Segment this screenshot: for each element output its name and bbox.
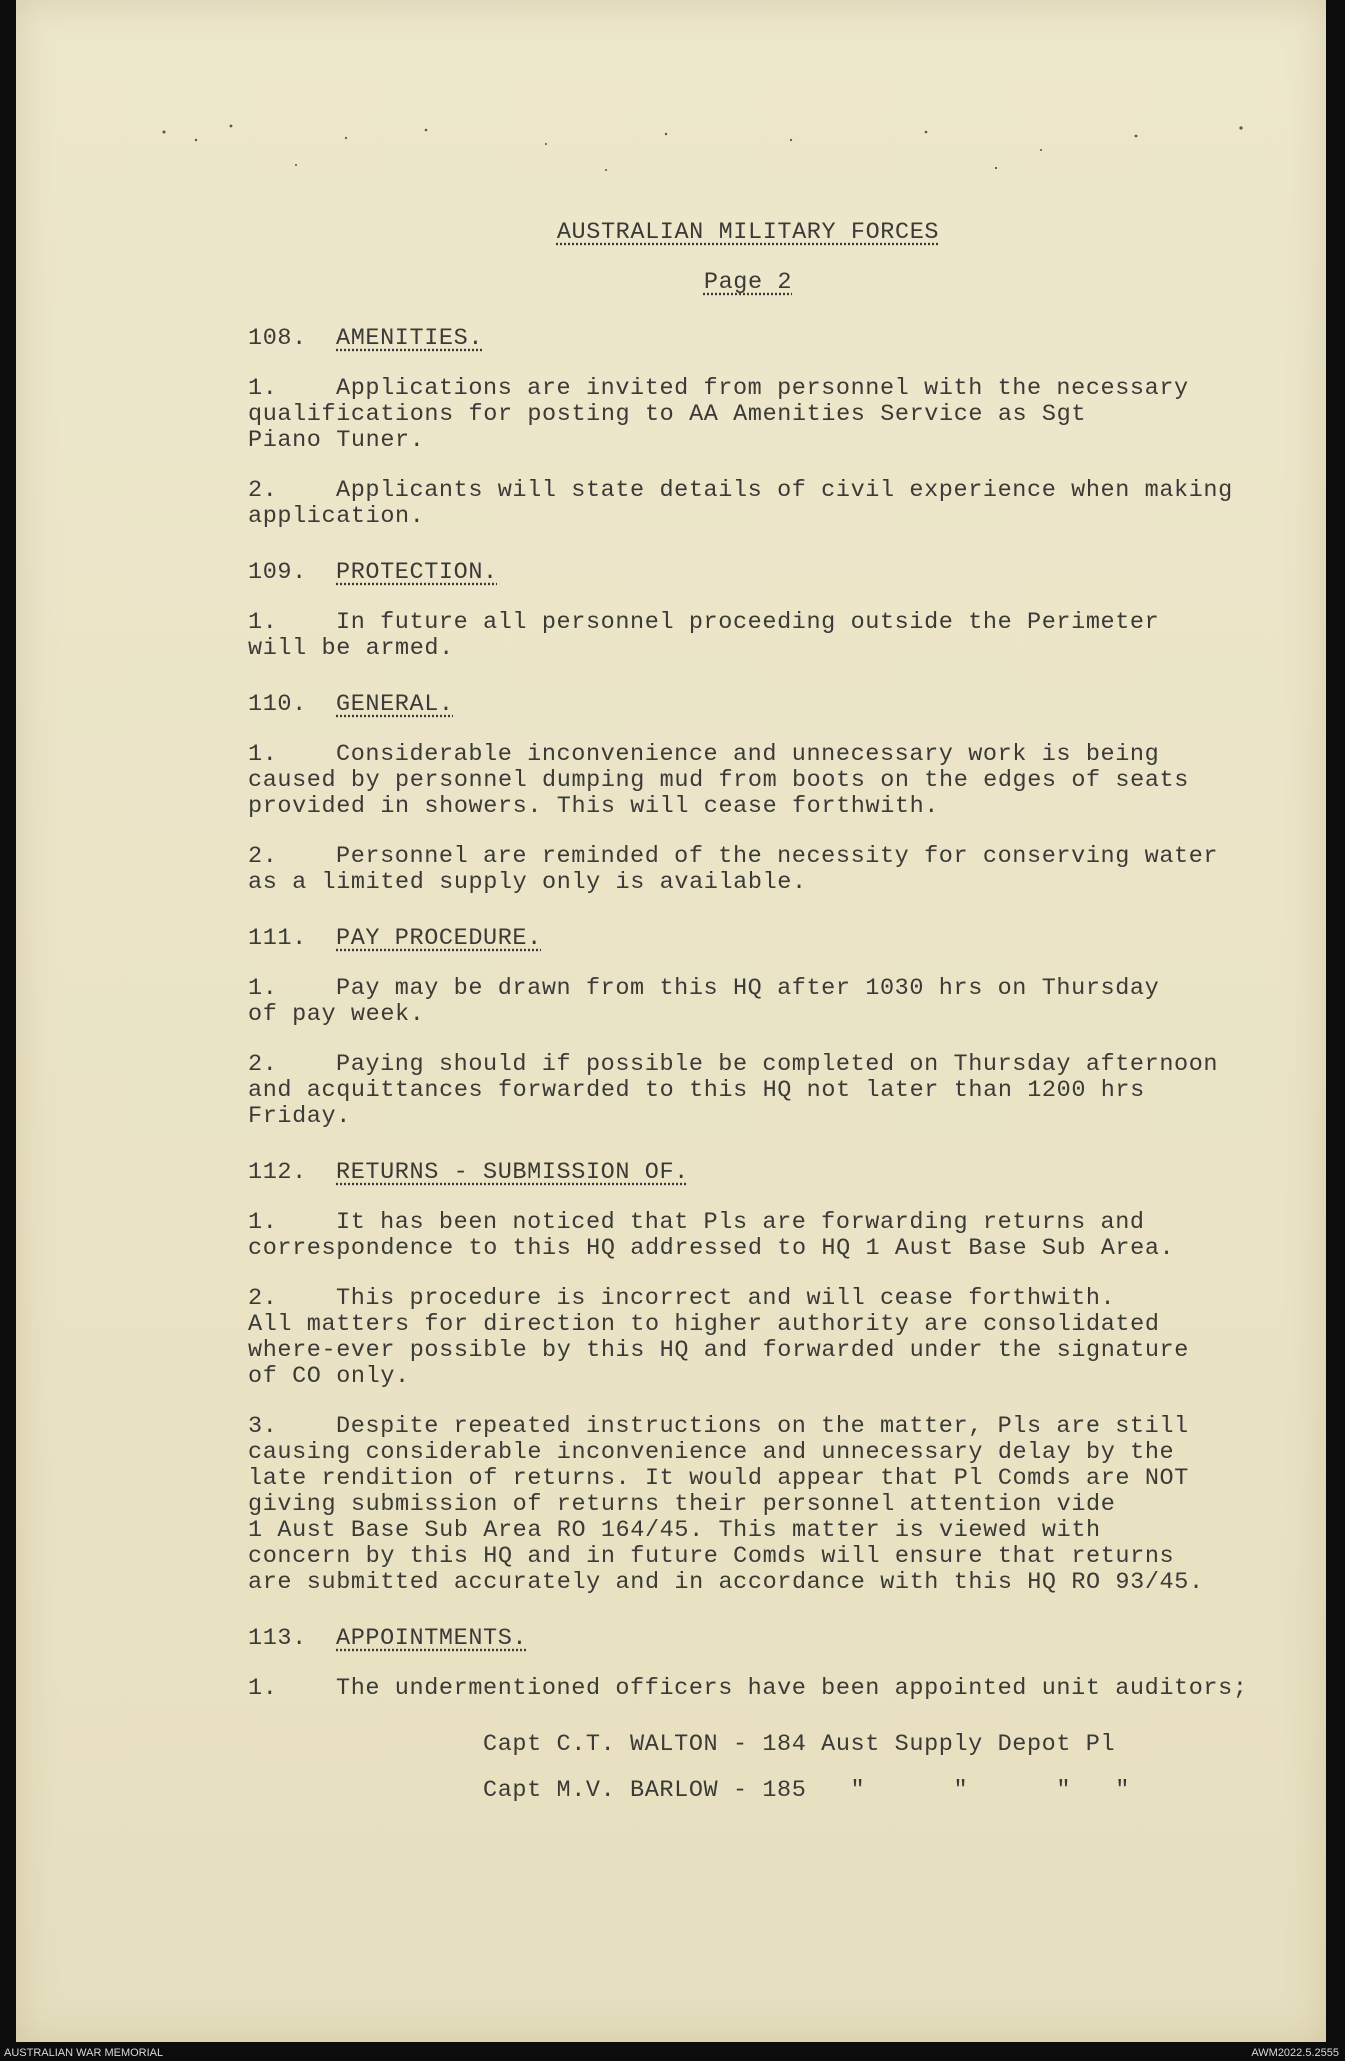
paragraph: 3. Despite repeated instructions on the matter, Pls are still causing considerable inconvenience and unnecessary delay by the late rendition of returns. It would appear that Pl Comds are NOT giving submission of returns their personnel attention vide 1 Aust Base Sub Area RO 164/45. This matter is viewed with concern by this HQ and in future Comds will ensure that returns are submitted accurately and in accordance with this HQ RO 93/45.	[248, 1413, 1204, 1596]
section-title: GENERAL.	[336, 691, 454, 718]
section-title: APPOINTMENTS.	[336, 1625, 528, 1652]
section-heading	[248, 1626, 1248, 1652]
appointment-line: Capt C.T. WALTON - 184 Aust Supply Depot Pl	[483, 1731, 1116, 1758]
section-heading	[248, 326, 1248, 352]
section-heading	[248, 926, 1248, 952]
paragraph: 1. In future all personnel proceeding outside the Perimeter will be armed.	[248, 609, 1160, 662]
sections	[248, 326, 1248, 1702]
footer-accession: AWM2022.5.2555	[1251, 2047, 1339, 2059]
paragraph: 1. It has been noticed that Pls are forwarding returns and correspondence to this HQ addressed to HQ 1 Aust Base Sub Area.	[248, 1209, 1175, 1262]
document-title: AUSTRALIAN MILITARY FORCES	[556, 219, 940, 246]
section-heading	[248, 692, 1248, 718]
section-title: PROTECTION.	[336, 559, 498, 586]
section-title: PAY PROCEDURE.	[336, 925, 542, 952]
section-title: RETURNS - SUBMISSION OF.	[336, 1159, 689, 1186]
page-label-wrap	[248, 246, 1248, 296]
appointment-line: Capt M.V. BARLOW - 185 " " " "	[483, 1777, 1130, 1804]
paragraph: 1. Considerable inconvenience and unnecessary work is being caused by personnel dumping mud from boots on the edges of seats provided in showers. This will cease forthwith.	[248, 741, 1189, 820]
paragraph: 2. Paying should if possible be completed on Thursday afternoon and acquittances forwarded to this HQ not later than 1200 hrs Friday.	[248, 1051, 1219, 1130]
section-heading	[248, 1160, 1248, 1186]
paragraph: 2. Personnel are reminded of the necessity for conserving water as a limited supply only is available.	[248, 843, 1219, 896]
document-page	[16, 0, 1326, 2042]
paragraph: 1. Pay may be drawn from this HQ after 1030 hrs on Thursday of pay week.	[248, 975, 1160, 1028]
appointments-list	[483, 1732, 1248, 1804]
paragraph: 1. The undermentioned officers have been appointed unit auditors;	[248, 1675, 1248, 1702]
section-number: 111.	[248, 925, 307, 952]
document-body	[248, 220, 1248, 1824]
section-number: 113.	[248, 1625, 307, 1652]
section-title: AMENITIES.	[336, 325, 484, 352]
section-number: 112.	[248, 1159, 307, 1186]
document-title-wrap	[248, 220, 1248, 246]
section-number: 108.	[248, 325, 307, 352]
page-label: Page 2	[703, 269, 793, 296]
footer-source: AUSTRALIAN WAR MEMORIAL	[4, 2047, 164, 2059]
paragraph: 2. Applicants will state details of civil experience when making application.	[248, 477, 1233, 530]
paragraph: 1. Applications are invited from personnel with the necessary qualifications for posting to AA Amenities Service as Sgt Piano Tuner.	[248, 375, 1189, 454]
section-number: 110.	[248, 691, 307, 718]
paragraph: 2. This procedure is incorrect and will cease forthwith. All matters for direction to higher authority are consolidated where-ever possible by this HQ and forwarded under the signature of CO only.	[248, 1285, 1189, 1390]
section-number: 109.	[248, 559, 307, 586]
section-heading	[248, 560, 1248, 586]
ink-specks	[136, 110, 1286, 190]
